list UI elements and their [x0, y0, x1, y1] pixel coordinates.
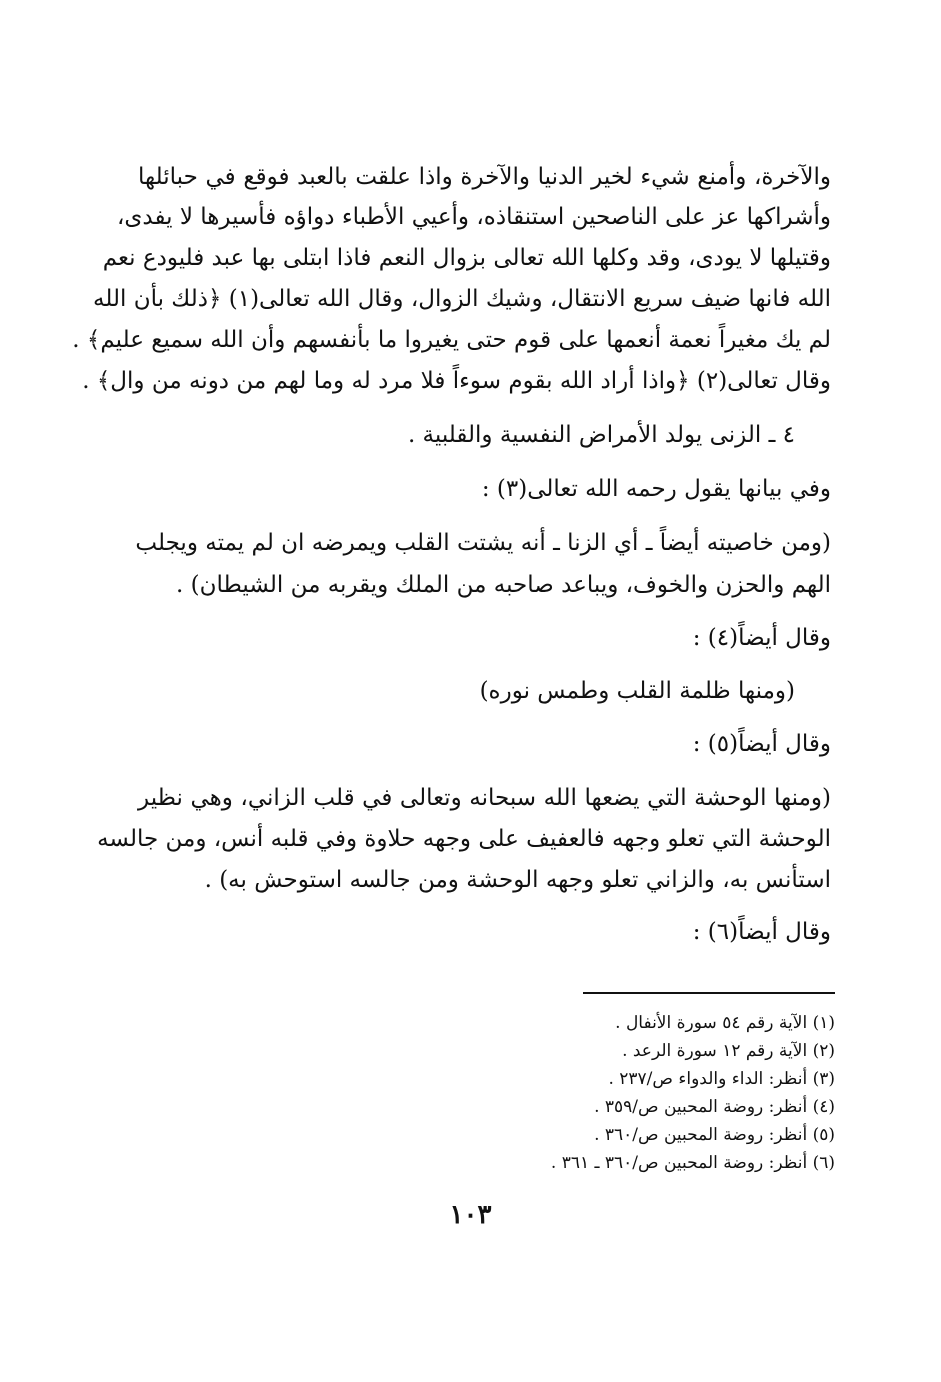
body-line: وقال تعالى(٢) ﴿واذا أراد الله بقوم سوءاً فلا مرد له وما لهم من دونه من وال﴾ . — [82, 368, 831, 394]
body-line: والآخرة، وأمنع شيء لخير الدنيا والآخرة واذا علقت بالعبد فوقع في حبائلها — [138, 164, 831, 190]
body-line: وقال أيضاً(٤) : — [692, 625, 831, 651]
body-line: وأشراكها عز على الناصحين استنقاذه، وأعيي الأطباء دواؤه فأسيرها لا يفدى، — [116, 204, 831, 230]
footnote: (٣) أنظر: الداء والدواء ص/٢٣٧ . — [608, 1069, 835, 1089]
footnote: (١) الآية رقم ٥٤ سورة الأنفال . — [615, 1013, 835, 1033]
quote-line: استأنس به، والزاني تعلو وجهه الوحشة ومن جالسه استوحش به) . — [204, 867, 831, 893]
body-line: لم يك مغيراً نعمة أنعمها على قوم حتى يغيروا ما بأنفسهم وأن الله سميع عليم﴾ . — [72, 327, 831, 353]
quote-line: (ومنها ظلمة القلب وطمس نوره) — [479, 678, 795, 704]
body-line: وقال أيضاً(٦) : — [692, 919, 831, 945]
quote-line: الوحشة التي تعلو وجهه فالعفيف على وجهه حلاوة وفي قلبه أنس، ومن جالسه — [97, 826, 831, 852]
page-number: ١٠٣ — [449, 1200, 492, 1230]
quote-line: (ومن خاصيته أيضاً ـ أي الزنا ـ أنه يشتت القلب ويمرضه ان لم يمته ويجلب — [135, 530, 831, 556]
footnote-separator — [583, 992, 835, 994]
footnote: (٢) الآية رقم ١٢ سورة الرعد . — [622, 1041, 835, 1061]
footnote: (٤) أنظر: روضة المحبين ص/٣٥٩ . — [594, 1097, 835, 1117]
quote-line: الهم والحزن والخوف، ويباعد صاحبه من الملك ويقربه من الشيطان) . — [176, 572, 831, 598]
footnote: (٦) أنظر: روضة المحبين ص/٣٦٠ ـ ٣٦١ . — [550, 1153, 835, 1173]
body-line: وفي بيانها يقول رحمه الله تعالى(٣) : — [481, 476, 831, 502]
body-line: وقتيلها لا يودى، وقد وكلها الله تعالى بزوال النعم فاذا ابتلى بها عبد فليودع نعم — [102, 245, 831, 271]
footnote: (٥) أنظر: روضة المحبين ص/٣٦٠ . — [594, 1125, 835, 1145]
quote-line: (ومنها الوحشة التي يضعها الله سبحانه وتعالى في قلب الزاني، وهي نظير — [138, 785, 831, 811]
section-heading: ٤ ـ الزنى يولد الأمراض النفسية والقلبية . — [407, 422, 795, 448]
body-line: وقال أيضاً(٥) : — [692, 731, 831, 757]
body-line: الله فانها ضيف سريع الانتقال، وشيك الزوال، وقال الله تعالى(١) ﴿ذلك بأن الله — [93, 286, 831, 312]
